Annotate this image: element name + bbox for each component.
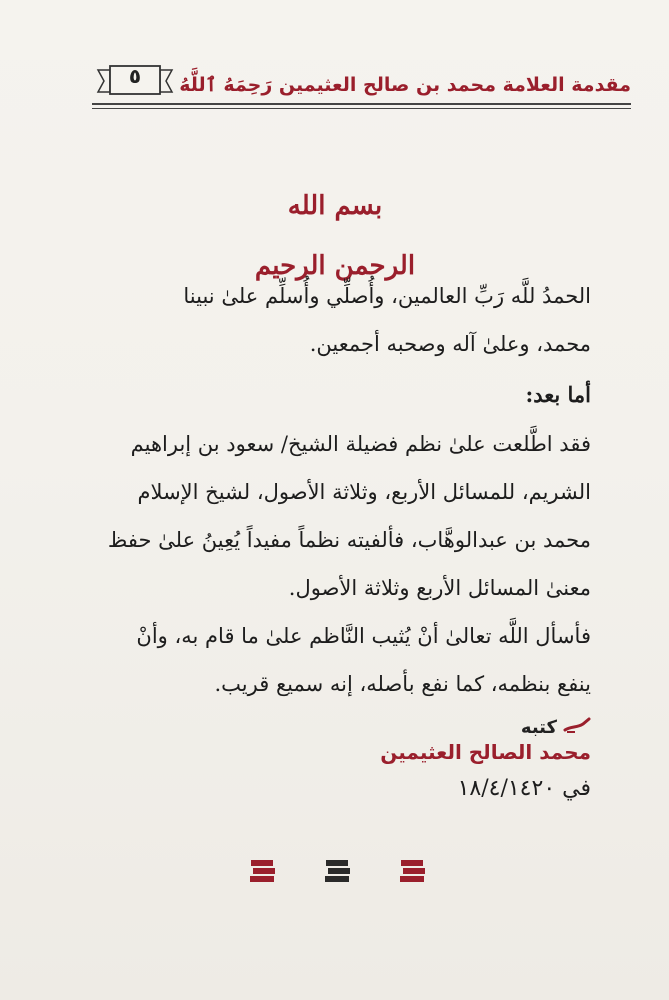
header-rule-thin [92,108,631,109]
book-stack-icon [323,856,353,884]
header-title: مقدمة العلامة محمد بن صالح العثيمين رَحِمَهُ ٱللَّهُ [179,74,631,96]
basmala-calligraphy: بسم الله الرحمن الرحيم [254,191,416,281]
paragraph-line: الحمدُ للَّه رَبِّ العالمين، وأُصلِّي وأُسلِّم علىٰ نبينا [183,284,591,308]
header-rule [92,103,631,105]
author-name: محمد الصالح العثيمين [380,740,591,764]
paragraph-line: معنىٰ المسائل الأربع وثلاثة الأصول. [288,576,591,600]
signature-label: كتبه [520,716,557,738]
pen-icon [563,716,591,739]
signature-row [521,712,591,742]
paragraph-line: محمد بن عبدالوهَّاب، فألفيته نظماً مفيداً يُعِينُ علىٰ حفظ [107,528,591,552]
book-stack-icon [248,856,278,884]
paragraph-line: فأسأل اللَّه تعالىٰ أنْ يُثيب النَّاظم علىٰ ما قام به، وأنْ [136,624,591,648]
book-stack-icon [398,856,428,884]
page-header [92,58,631,118]
signature-date: في ١٨/٤/١٤٢٠ [457,776,591,801]
paragraph-line: الشريم، للمسائل الأربع، وثلاثة الأصول، لشيخ الإسلام [137,480,591,504]
paragraph-line: محمد، وعلىٰ آله وصحبه أجمعين. [309,332,591,356]
ornament-divider [248,854,428,886]
page-number-ribbon [96,62,174,100]
paragraph-line: فقد اطَّلعت علىٰ نظم فضيلة الشيخ/ سعود بن إبراهيم [130,432,591,456]
paragraph-line: ينفع بنظمه، كما نفع بأصله، إنه سميع قريب. [214,672,591,696]
page-number: ٥ [128,64,142,88]
section-heading: أما بعد: [525,382,591,407]
